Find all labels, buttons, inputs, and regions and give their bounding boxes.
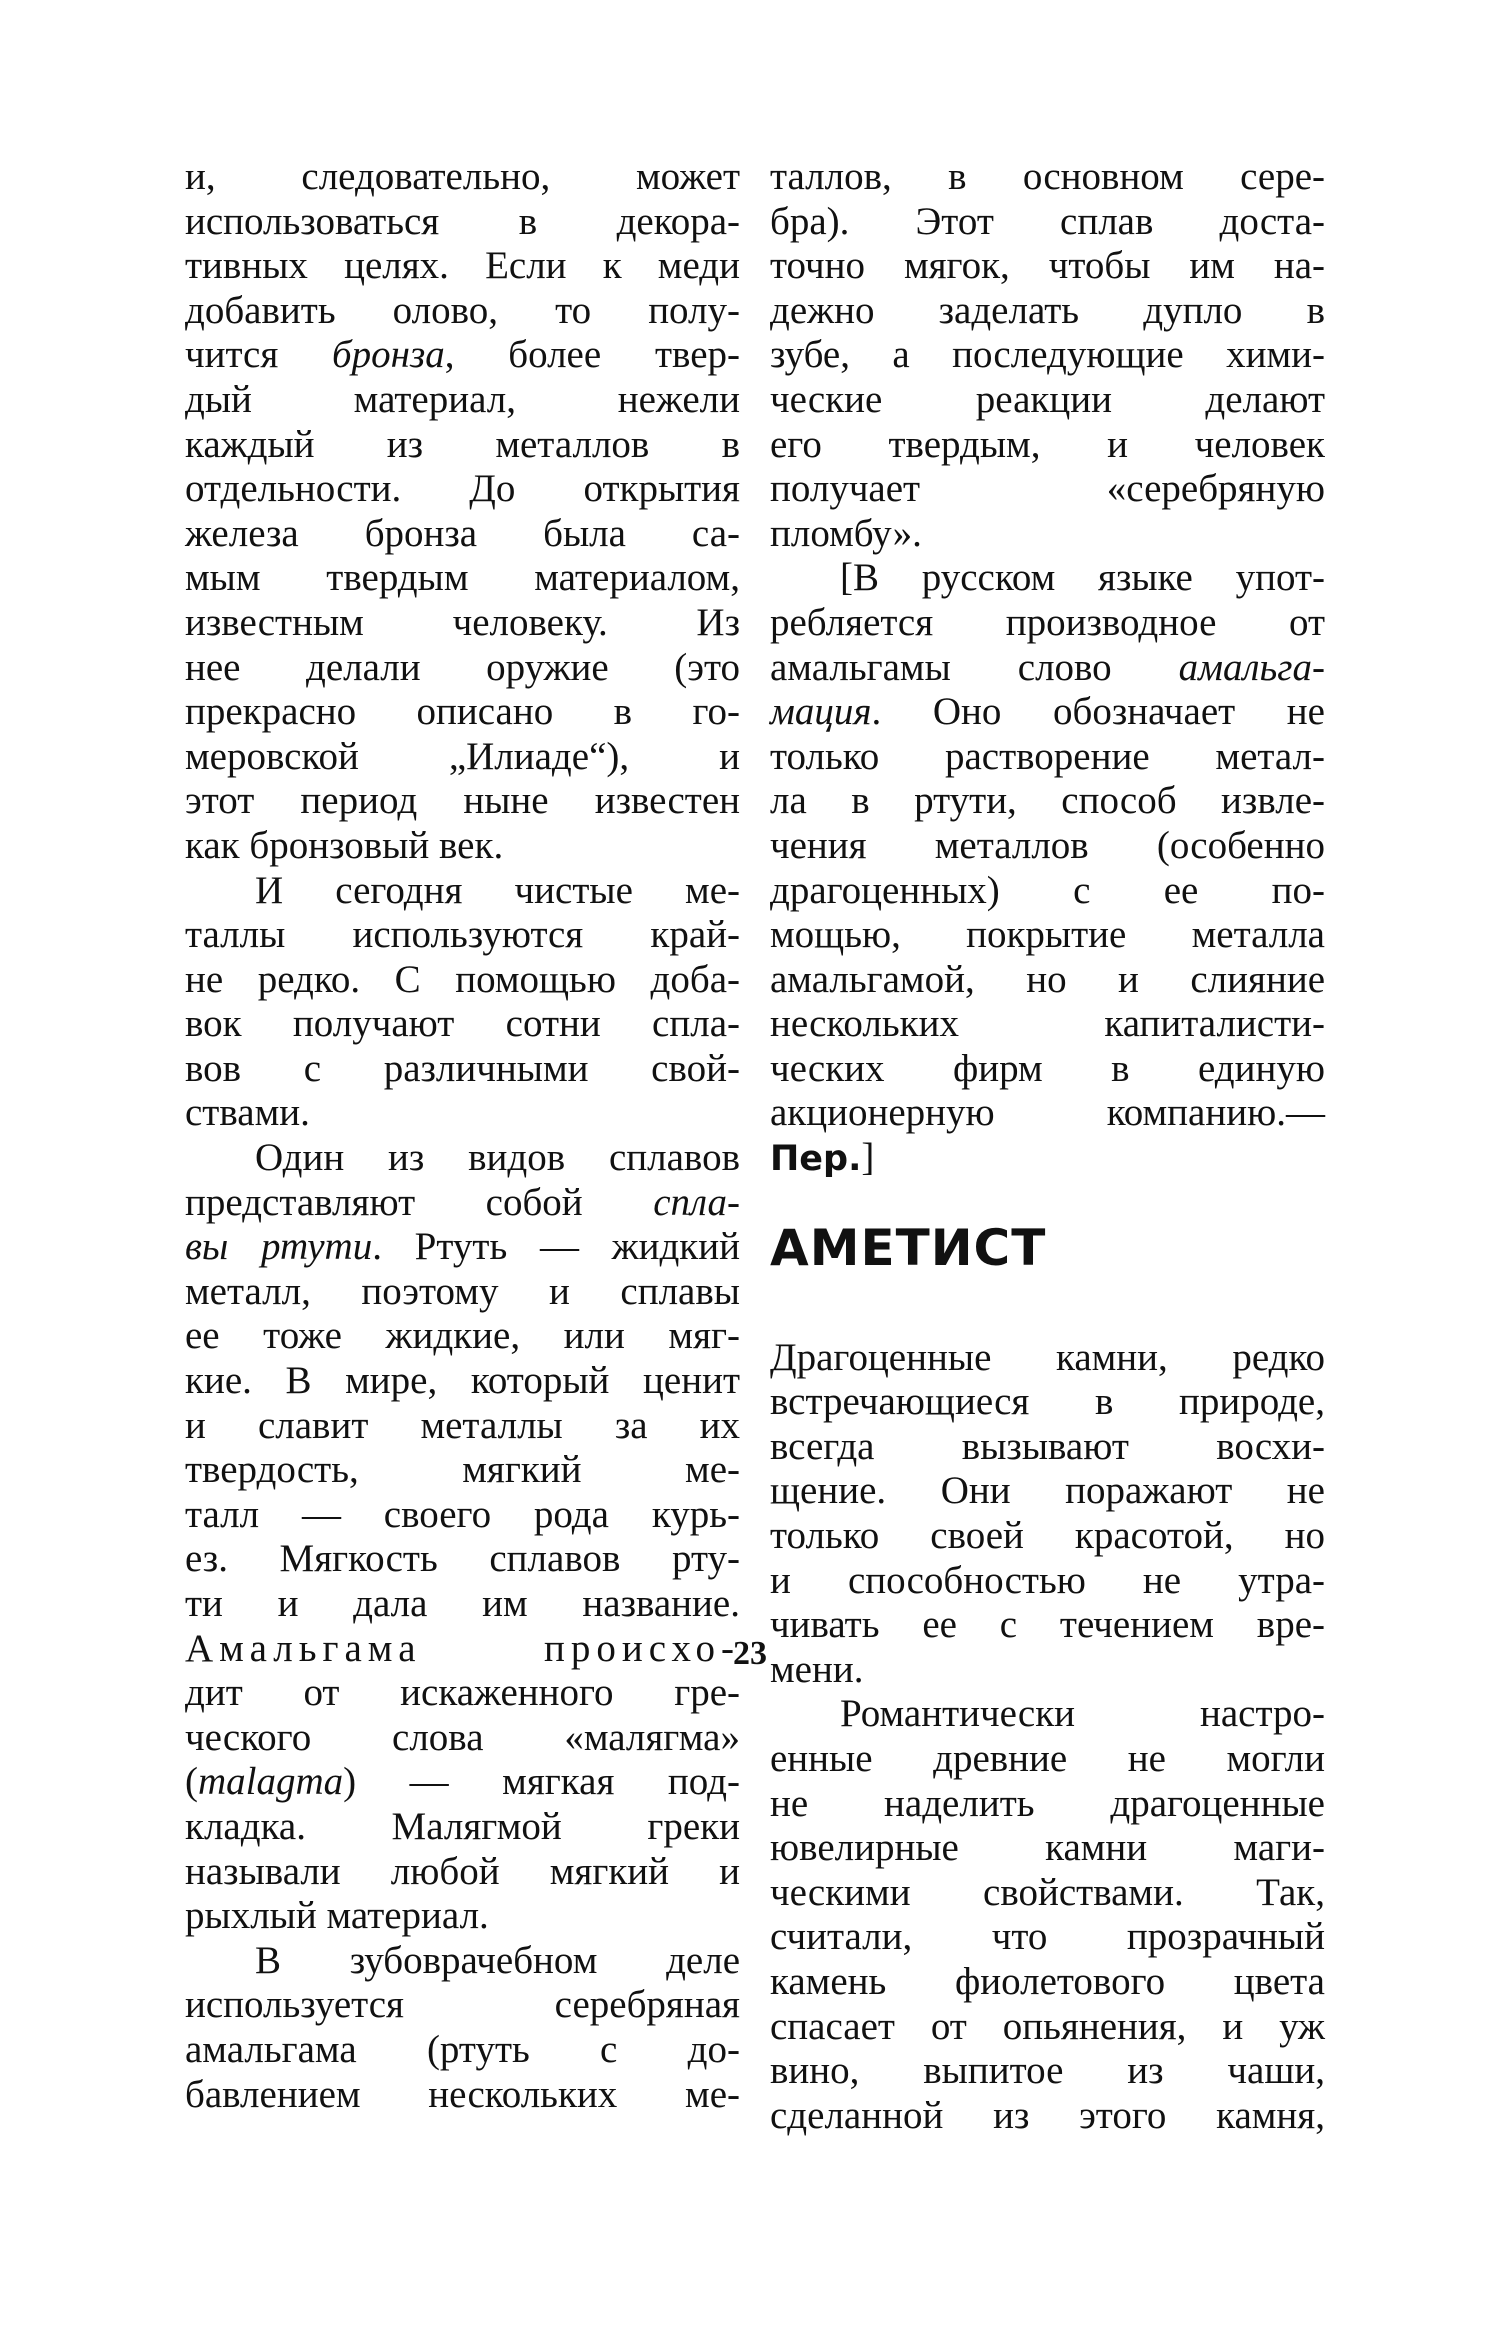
- text-line: и, следовательно, может: [185, 155, 740, 198]
- text-line: ребляется производное от: [770, 600, 1325, 644]
- text-line: дый материал, нежели: [185, 377, 740, 421]
- text-line: представляют собой спла-: [185, 1180, 740, 1224]
- text-line: рыхлый материал.: [185, 1894, 489, 1938]
- text-line: Амальгама происхо-: [185, 1626, 740, 1670]
- text-line: чится бронза, более твер-: [185, 333, 740, 377]
- text-line: нее делали оружие (это: [185, 645, 740, 689]
- text-line: вов с различными свой-: [185, 1046, 740, 1090]
- text-line: амальгама (ртуть с до-: [185, 2027, 740, 2071]
- italic-term: бронза: [332, 333, 445, 377]
- text-line: (malagma) — мягкая под-: [185, 1760, 740, 1804]
- text-line: спасает от опьянения, и уж: [770, 2004, 1325, 2048]
- text-line: талл — своего рода курь-: [185, 1492, 740, 1536]
- text-line: всегда вызывают восхи-: [770, 1424, 1325, 1468]
- text-line: Романтически настро-: [840, 1692, 1325, 1736]
- text-line: отдельности. До открытия: [185, 467, 740, 511]
- text-line: не редко. С помощью доба-: [185, 957, 740, 1001]
- text-line: ти и дала им название.: [185, 1582, 740, 1625]
- text-line: этот период ныне известен: [185, 779, 740, 823]
- text-line: использоваться в декора-: [185, 199, 740, 243]
- text-line: В зубоврачебном деле: [255, 1938, 740, 1982]
- text-line: мым твердым материалом,: [185, 556, 740, 600]
- page-number: 23: [733, 1635, 767, 1672]
- text-line: И сегодня чистые ме-: [255, 868, 740, 912]
- text-line: ла в ртути, способ извле-: [770, 779, 1325, 823]
- italic-term: амальга-: [1178, 645, 1325, 689]
- text-line: камень фиолетового цвета: [770, 1959, 1325, 2003]
- text-line: кладка. Малягмой греки: [185, 1804, 740, 1848]
- text-line: металл, поэтому и сплавы: [185, 1269, 740, 1313]
- left-column: [185, 155, 740, 2117]
- text-line: бра). Этот сплав доста-: [770, 199, 1325, 243]
- italic-term: мация: [770, 690, 872, 734]
- text-line: дит от искаженного гре-: [185, 1671, 740, 1715]
- text-line: зубе, а последующие хими-: [770, 333, 1325, 377]
- text-line: бавлением нескольких ме-: [185, 2072, 740, 2116]
- text-line: называли любой мягкий и: [185, 1849, 740, 1893]
- text-line: [В русском языке упот-: [840, 556, 1325, 600]
- text-line: прекрасно описано в го-: [185, 690, 740, 734]
- text-line: енные древние не могли: [770, 1737, 1325, 1780]
- text-line: таллы используются край-: [185, 913, 740, 957]
- text-line: только своей красотой, но: [770, 1514, 1325, 1558]
- text-line: его твердым, и человек: [770, 422, 1325, 466]
- text-line: акционерную компанию.—: [770, 1091, 1325, 1135]
- section-heading: АМЕТИСТ: [770, 1218, 1047, 1277]
- text-line: ческих фирм в единую: [770, 1046, 1325, 1090]
- text-line: добавить олово, то полу-: [185, 288, 740, 332]
- text-line: считали, что прозрачный: [770, 1915, 1325, 1959]
- text-line: щение. Они поражают не: [770, 1469, 1325, 1513]
- text-line: драгоценных) с ее по-: [770, 868, 1325, 912]
- text-line: чения металлов (особенно: [770, 823, 1325, 867]
- text-line: чивать ее с течением вре-: [770, 1603, 1325, 1647]
- text-line: Один из видов сплавов: [255, 1136, 740, 1180]
- paragraph: [770, 556, 1325, 1180]
- text-line: меровской „Илиаде“), и: [185, 734, 740, 778]
- text-line: пломбу».: [770, 511, 922, 555]
- text-line: Драгоценные камни, редко: [770, 1335, 1325, 1379]
- text-line: амальгамой, но и слияние: [770, 957, 1325, 1001]
- text-line: не наделить драгоценные: [770, 1781, 1325, 1825]
- text-line: мени.: [770, 1647, 864, 1691]
- translator-note-label: Пер.: [770, 1139, 862, 1180]
- text-line: только растворение метал-: [770, 734, 1325, 778]
- text-line: и способностью не утра-: [770, 1558, 1325, 1602]
- italic-term: спла-: [653, 1180, 740, 1224]
- text-line: известным человеку. Из: [185, 600, 740, 644]
- text-line: вы ртути. Ртуть — жидкий: [185, 1225, 740, 1269]
- text-line: точно мягок, чтобы им на-: [770, 244, 1325, 288]
- text-line: как бронзовый век.: [185, 823, 504, 867]
- text-line: мация. Оно обозначает не: [770, 690, 1325, 734]
- text-line: тивных целях. Если к меди: [185, 244, 740, 288]
- text-line: вино, выпитое из чаши,: [770, 2049, 1325, 2093]
- paragraph: [185, 155, 740, 869]
- paragraph: [770, 1692, 1325, 2138]
- text-line: Пер.]: [770, 1136, 875, 1180]
- paragraph: [770, 155, 1325, 556]
- text-line: ез. Мягкость сплавов рту-: [185, 1537, 740, 1581]
- right-column: [770, 155, 1325, 2138]
- text-line: ческими свойствами. Так,: [770, 1870, 1325, 1914]
- italic-term: malagma: [198, 1760, 344, 1804]
- text-line: твердость, мягкий ме-: [185, 1448, 740, 1492]
- text-line: каждый из металлов в: [185, 422, 740, 466]
- paragraph: [185, 869, 740, 1137]
- text-line: кие. В мире, который ценит: [185, 1359, 740, 1403]
- text-line: ювелирные камни маги-: [770, 1826, 1325, 1870]
- text-line: сделанной из этого камня,: [770, 2093, 1325, 2137]
- text-line: ческого слова «малягма»: [185, 1715, 740, 1759]
- text-line: вок получают сотни спла-: [185, 1002, 740, 1046]
- text-line: железа бронза была са-: [185, 511, 740, 555]
- text-line: таллов, в основном сере-: [770, 155, 1325, 198]
- paragraph: [185, 1136, 740, 1939]
- text-line: ее тоже жидкие, или мяг-: [185, 1314, 740, 1358]
- text-line: используется серебряная: [185, 1983, 740, 2027]
- paragraph: [185, 1939, 740, 2117]
- text-line: амальгамы слово амальга-: [770, 645, 1325, 689]
- text-line: нескольких капиталисти-: [770, 1002, 1325, 1046]
- text-line: и славит металлы за их: [185, 1403, 740, 1447]
- text-line: получает «серебряную: [770, 467, 1325, 511]
- text-line: мощью, покрытие металла: [770, 913, 1325, 957]
- italic-term: вы ртути: [185, 1225, 373, 1269]
- text-line: встречающиеся в природе,: [770, 1380, 1325, 1424]
- text-line: ствами.: [185, 1091, 310, 1135]
- text-line: ческие реакции делают: [770, 377, 1325, 421]
- text-line: дежно заделать дупло в: [770, 288, 1325, 332]
